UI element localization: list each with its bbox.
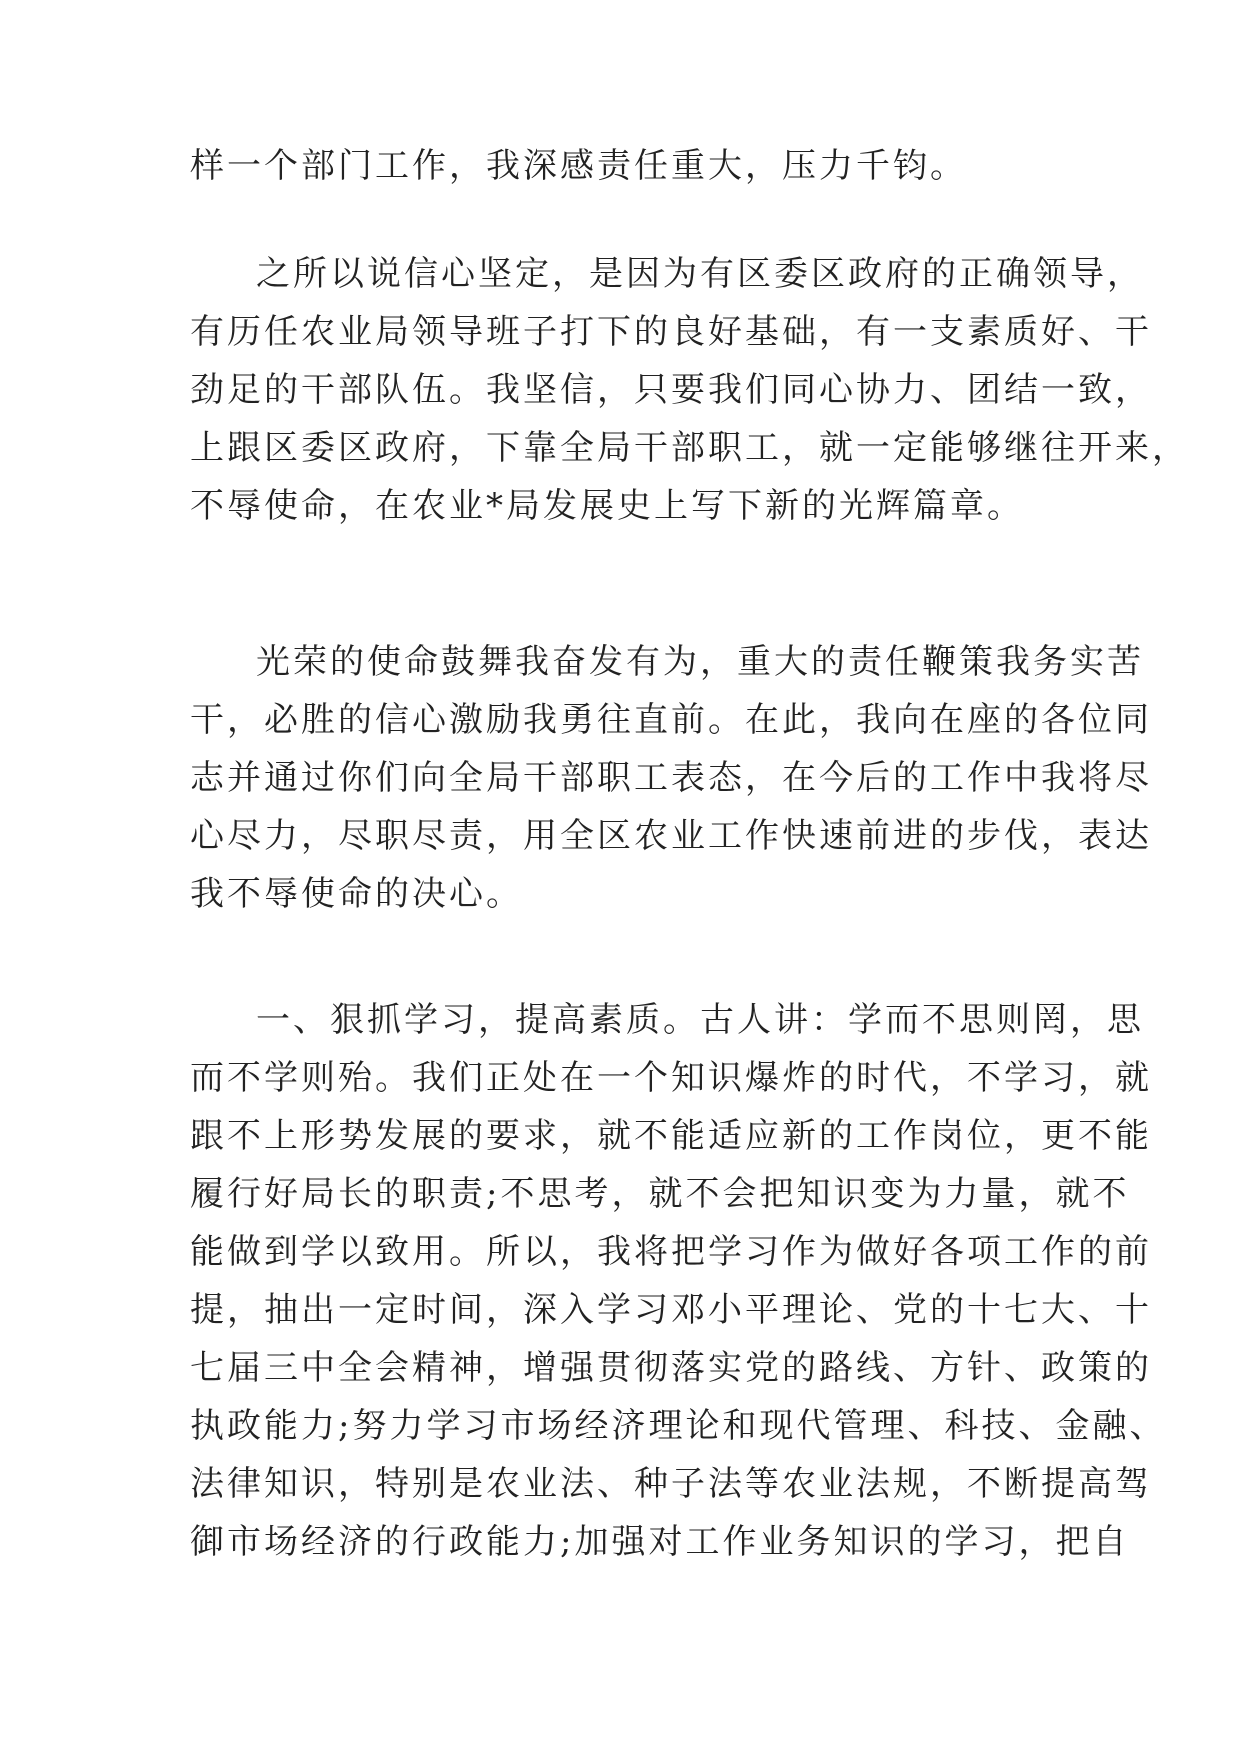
text-line: 能做到学以致用。所以，我将把学习作为做好各项工作的前 [190,1232,1152,1272]
text-line: 我不辱使命的决心。 [190,874,523,914]
text-line: 跟不上形势发展的要求，就不能适应新的工作岗位，更不能 [190,1116,1152,1156]
text-line: 执政能力;努力学习市场经济理论和现代管理、科技、金融、 [190,1406,1167,1446]
paragraph-3 [190,633,1152,923]
text-line: 御市场经济的行政能力;加强对工作业务知识的学习，把自 [190,1522,1130,1562]
text-line: 上跟区委区政府，下靠全局干部职工，就一定能够继往开来， [190,428,1189,468]
text-line: 志并通过你们向全局干部职工表态，在今后的工作中我将尽 [190,758,1152,798]
text-line: 心尽力，尽职尽责，用全区农业工作快速前进的步伐，表达 [190,816,1152,856]
text-line: 七届三中全会精神，增强贯彻落实党的路线、方针、政策的 [190,1348,1152,1388]
text-line: 之所以说信心坚定，是因为有区委区政府的正确领导， [256,254,1144,294]
text-line: 而不学则殆。我们正处在一个知识爆炸的时代，不学习，就 [190,1058,1152,1098]
text-line: 光荣的使命鼓舞我奋发有为，重大的责任鞭策我务实苦 [256,642,1144,682]
text-line: 干，必胜的信心激励我勇往直前。在此，我向在座的各位同 [190,700,1152,740]
text-line: 法律知识，特别是农业法、种子法等农业法规，不断提高驾 [190,1464,1152,1504]
text-line: 提，抽出一定时间，深入学习邓小平理论、党的十七大、十 [190,1290,1152,1330]
paragraph-1 [190,137,1070,195]
text-line: 有历任农业局领导班子打下的良好基础，有一支素质好、干 [190,312,1152,352]
text-line: 一、狠抓学习，提高素质。古人讲：学而不思则罔，思 [256,1000,1144,1040]
paragraph-4 [190,991,1167,1571]
paragraph-2 [190,245,1189,535]
text-line: 样一个部门工作，我深感责任重大，压力千钧。 [190,146,967,186]
text-line: 劲足的干部队伍。我坚信，只要我们同心协力、团结一致， [190,370,1152,410]
text-line: 履行好局长的职责;不思考，就不会把知识变为力量，就不 [190,1174,1130,1214]
text-line: 不辱使命，在农业*局发展史上写下新的光辉篇章。 [190,486,1024,526]
